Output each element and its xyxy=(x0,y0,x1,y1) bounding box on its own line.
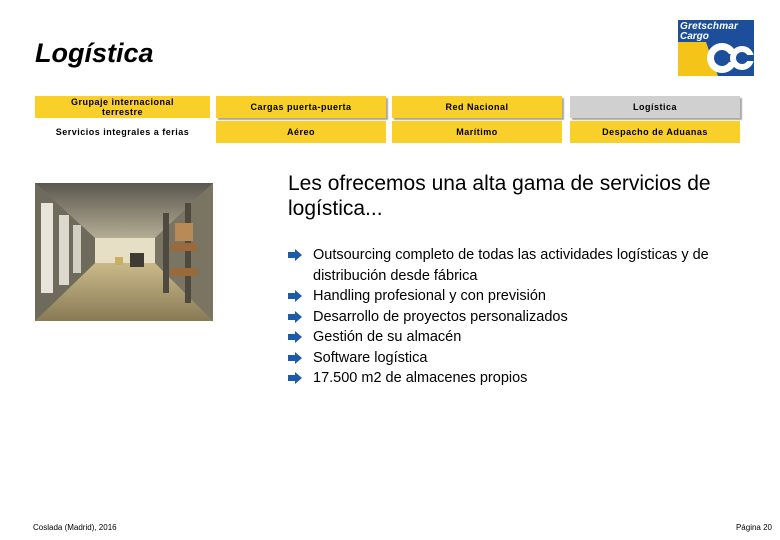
tab-logistica[interactable] xyxy=(570,96,740,118)
list-item xyxy=(288,245,748,286)
list-item-text: Desarrollo de proyectos personalizados xyxy=(313,308,568,325)
list-item xyxy=(288,327,748,348)
logo-text-line1: Gretschmar xyxy=(680,21,739,32)
arrow-right-icon xyxy=(288,249,302,261)
tab-cargas-puerta[interactable] xyxy=(216,96,386,118)
list-item-text: 17.500 m2 de almacenes propios xyxy=(313,370,528,386)
list-item-text: Software logística xyxy=(313,349,428,366)
arrow-right-icon xyxy=(288,372,302,384)
tab-servicios-ferias[interactable] xyxy=(35,121,210,143)
tab-label: Marítimo xyxy=(456,127,498,137)
page-title: Logística xyxy=(35,38,154,68)
section-heading: Les ofrecemos una alta gama de servicios de logística... xyxy=(288,172,711,220)
company-logo xyxy=(678,20,754,76)
tab-label: Servicios integrales a ferias xyxy=(55,127,190,137)
footer-page-number: Página 20 xyxy=(735,523,772,532)
arrow-right-icon xyxy=(288,311,302,323)
tab-label: Grupaje internacional terrestre xyxy=(70,97,175,117)
logo-text-line2: Cargo xyxy=(680,31,709,42)
list-item-text: Handling profesional y con previsión xyxy=(313,288,546,304)
list-item xyxy=(288,286,748,307)
tab-label: Despacho de Aduanas xyxy=(602,127,708,137)
tab-label: Logística xyxy=(632,102,677,112)
list-item-text: Outsourcing completo de todas las actividades logísticas y de distribución desde fábrica xyxy=(313,247,709,284)
arrow-right-icon xyxy=(288,352,302,364)
tab-label: Red Nacional xyxy=(445,102,509,112)
tab-despacho-aduanas[interactable] xyxy=(570,121,740,143)
list-item xyxy=(288,307,748,328)
list-item xyxy=(288,368,748,389)
tab-maritimo[interactable] xyxy=(392,121,562,143)
services-list xyxy=(288,245,748,389)
tab-label: Cargas puerta-puerta xyxy=(250,102,352,112)
list-item xyxy=(288,348,748,369)
footer-location: Coslada (Madrid), 2016 xyxy=(33,523,117,532)
warehouse-photo xyxy=(35,183,213,321)
tab-label: Aéreo xyxy=(286,127,315,137)
list-item-text: Gestión de su almacén xyxy=(313,329,462,345)
arrow-right-icon xyxy=(288,290,302,302)
arrow-right-icon xyxy=(288,331,302,343)
tab-red-nacional[interactable] xyxy=(392,96,562,118)
tab-aereo[interactable] xyxy=(216,121,386,143)
